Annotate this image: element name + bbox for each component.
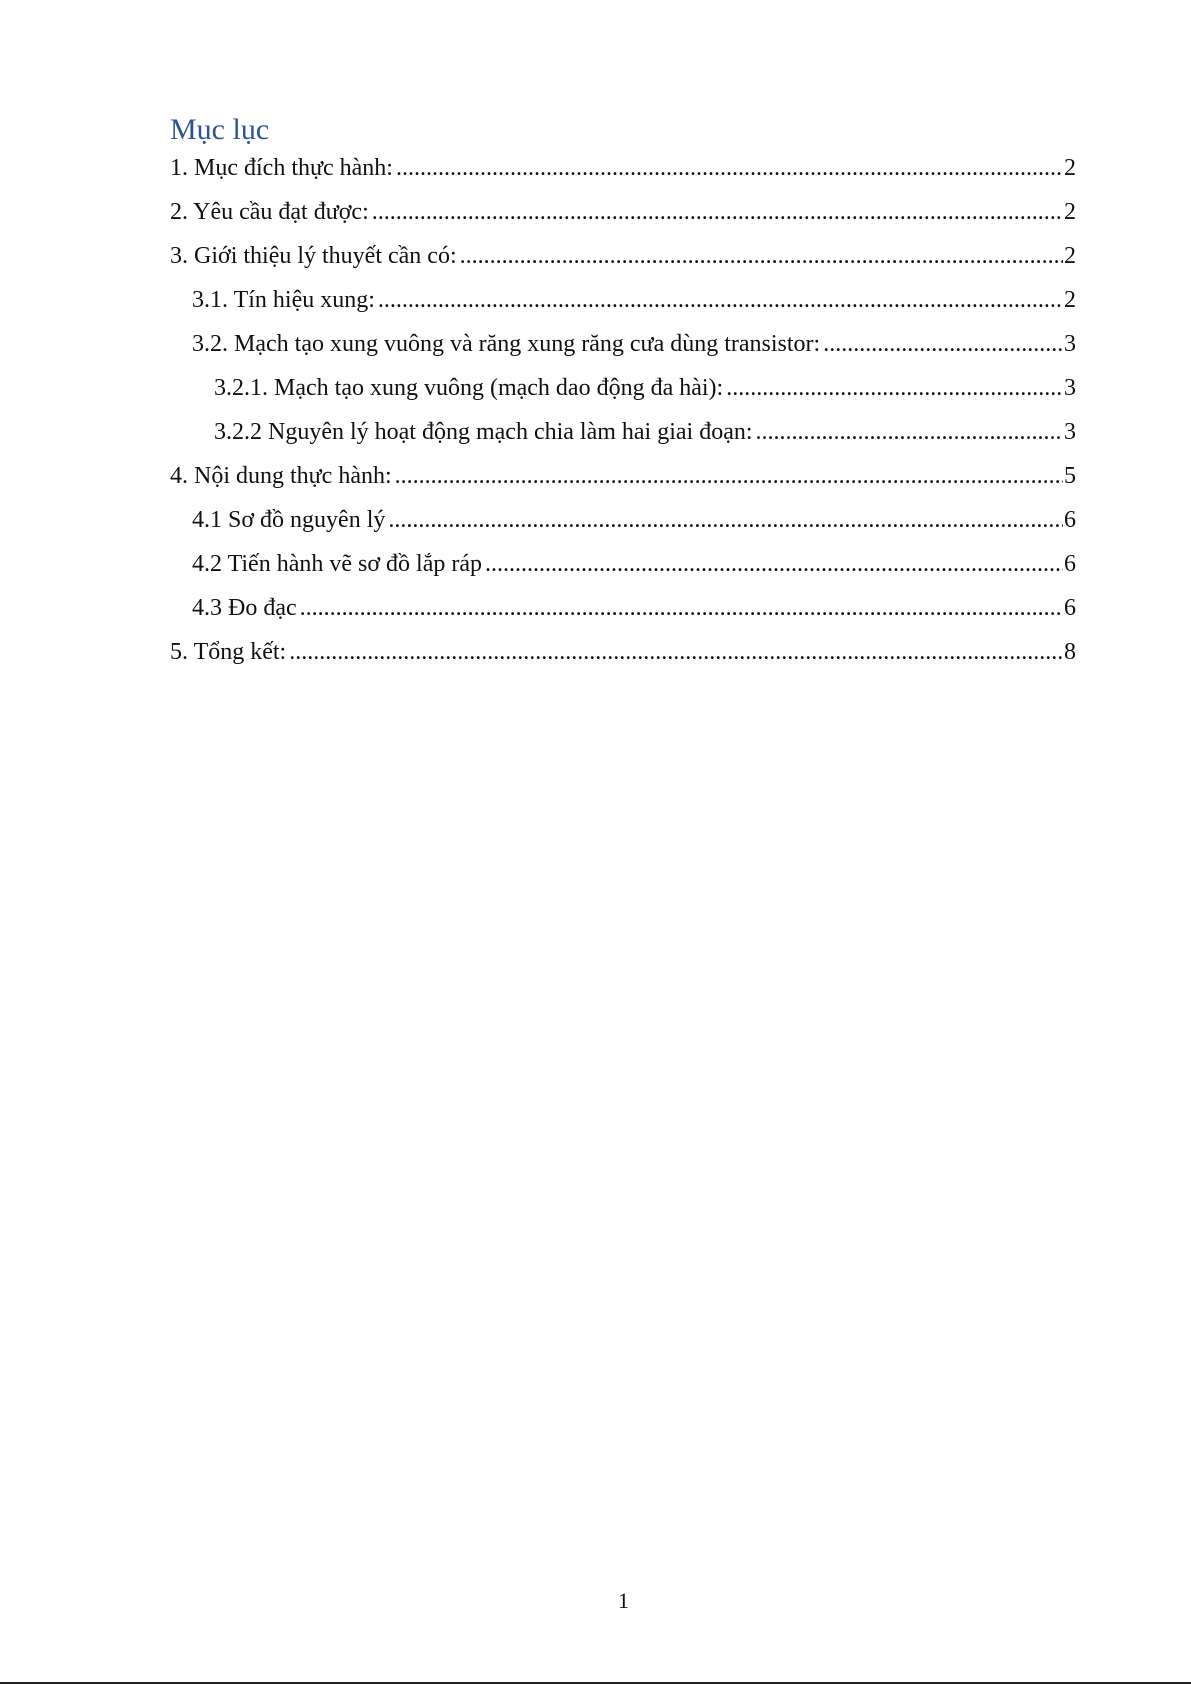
toc-entry-3-2-2[interactable] — [170, 414, 1076, 458]
toc-dot-leader — [460, 238, 1063, 274]
toc-entry-3-1[interactable] — [170, 282, 1076, 326]
toc-dot-leader — [823, 326, 1063, 362]
toc-dot-leader — [395, 458, 1063, 494]
toc-entry-text: 5. Tổng kết: — [170, 634, 289, 670]
toc-entry-page: 6 — [1064, 507, 1076, 533]
toc-entry-text: 3.2.1. Mạch tạo xung vuông (mạch dao động đa hài): — [214, 370, 726, 406]
toc-entry-page: 6 — [1064, 595, 1076, 621]
toc-entry-text: 3. Giới thiệu lý thuyết cần có: — [170, 238, 460, 274]
page-bottom-divider — [0, 1682, 1191, 1684]
toc-entry-page: 5 — [1064, 463, 1076, 489]
toc-entry-text: 3.2. Mạch tạo xung vuông và răng xung răng cưa dùng transistor: — [192, 326, 823, 362]
toc-title: Mục lục — [170, 113, 270, 146]
toc-entry-text: 3.2.2 Nguyên lý hoạt động mạch chia làm hai giai đoạn: — [214, 414, 756, 450]
toc-entry-text: 4.3 Đo đạc — [192, 590, 300, 626]
toc-entry-page: 6 — [1064, 551, 1076, 577]
toc-entry-page: 2 — [1064, 155, 1076, 181]
toc-entry-2[interactable] — [170, 194, 1076, 238]
toc-entry-text: 1. Mục đích thực hành: — [170, 150, 396, 186]
toc-entry-page: 2 — [1064, 287, 1076, 313]
toc-entry-page: 3 — [1064, 375, 1076, 401]
toc-dot-leader — [388, 502, 1063, 538]
toc-entry-page: 2 — [1064, 243, 1076, 269]
toc-entry-1[interactable] — [170, 150, 1076, 194]
toc-entry-text: 3.1. Tín hiệu xung: — [192, 282, 378, 318]
toc-dot-leader — [300, 590, 1063, 626]
toc-entry-4-2[interactable] — [170, 546, 1076, 590]
toc-entry-text: 4.1 Sơ đồ nguyên lý — [192, 502, 388, 538]
toc-dot-leader — [378, 282, 1063, 318]
toc-dot-leader — [372, 194, 1063, 230]
toc-entry-text: 4. Nội dung thực hành: — [170, 458, 395, 494]
toc-entry-text: 2. Yêu cầu đạt được: — [170, 194, 372, 230]
toc-dot-leader — [396, 150, 1063, 186]
toc-dot-leader — [485, 546, 1063, 582]
toc-entry-page: 8 — [1064, 639, 1076, 665]
toc-entry-3-2[interactable] — [170, 326, 1076, 370]
toc-entry-text: 4.2 Tiến hành vẽ sơ đồ lắp ráp — [192, 546, 485, 582]
toc-entry-3[interactable] — [170, 238, 1076, 282]
page-number: 1 — [618, 1588, 629, 1613]
toc-entry-3-2-1[interactable] — [170, 370, 1076, 414]
toc-dot-leader — [289, 634, 1063, 670]
toc-entry-4-3[interactable] — [170, 590, 1076, 634]
toc-dot-leader — [756, 414, 1063, 450]
toc-entry-page: 3 — [1064, 331, 1076, 357]
toc-dot-leader — [726, 370, 1063, 406]
toc-entry-5[interactable] — [170, 634, 1076, 678]
toc-entry-4-1[interactable] — [170, 502, 1076, 546]
table-of-contents — [170, 150, 1076, 678]
toc-entry-page: 2 — [1064, 199, 1076, 225]
toc-entry-page: 3 — [1064, 419, 1076, 445]
toc-entry-4[interactable] — [170, 458, 1076, 502]
